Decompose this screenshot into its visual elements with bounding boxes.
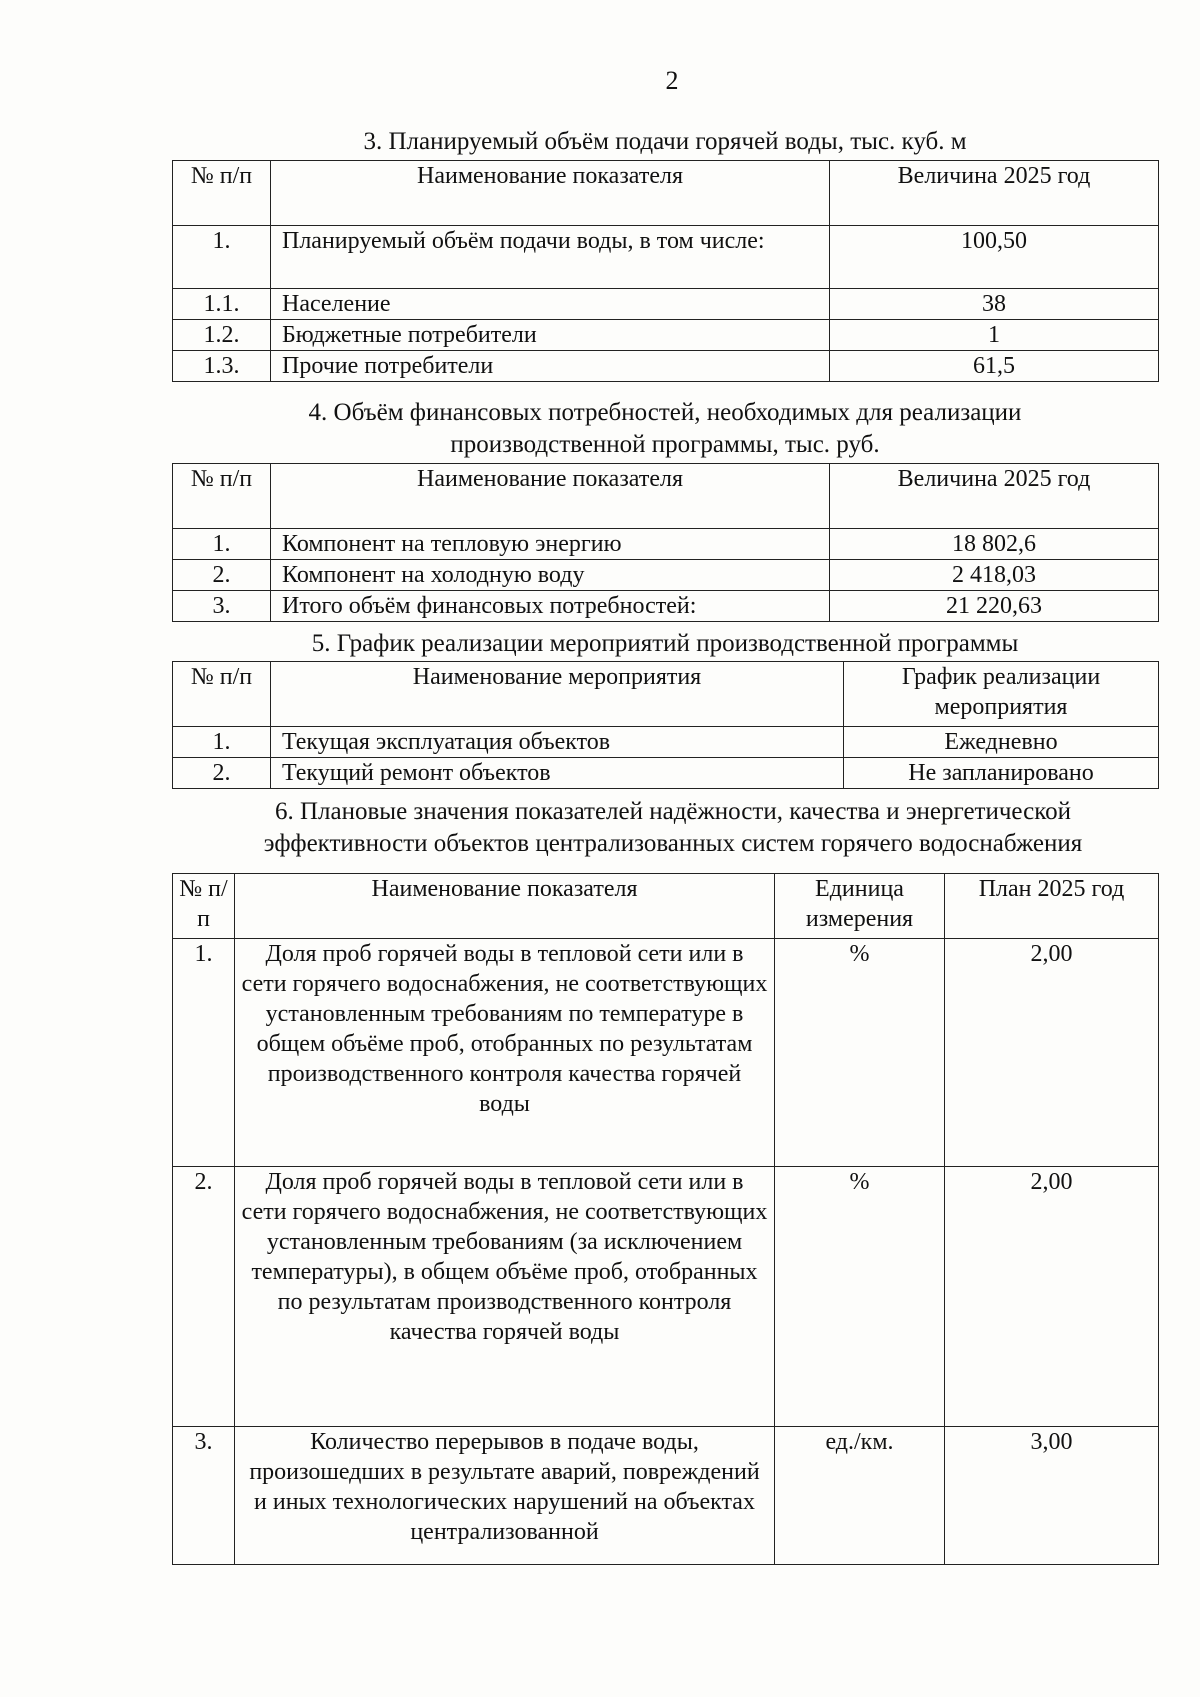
row-number: 2. [173, 1167, 235, 1427]
table-row [173, 560, 1159, 591]
table-row [173, 727, 1159, 758]
row-name: Текущий ремонт объектов [271, 758, 844, 789]
row-unit: % [775, 1167, 945, 1427]
table-row [173, 591, 1159, 622]
header-schedule: График реализации мероприятия [844, 662, 1159, 727]
row-value: 61,5 [830, 351, 1159, 382]
row-number: 1. [173, 529, 271, 560]
header-number: № п/п [173, 662, 271, 727]
row-unit: ед./км. [775, 1427, 945, 1565]
row-name: Доля проб горячей воды в тепловой сети или в сети горячего водоснабжения, не соответствующих установленным требованиям по температуре в общем объёме проб, отобранных по результатам производственного контроля качества горячей воды [235, 939, 775, 1167]
row-name: Население [271, 289, 830, 320]
row-plan: 3,00 [945, 1427, 1159, 1565]
header-number: № п/п [173, 874, 235, 939]
row-name: Итого объём финансовых потребностей: [271, 591, 830, 622]
row-number: 1. [173, 727, 271, 758]
row-name: Компонент на холодную воду [271, 560, 830, 591]
row-value: 1 [830, 320, 1159, 351]
section4-table [172, 463, 1159, 622]
row-plan: 2,00 [945, 939, 1159, 1167]
row-value: 21 220,63 [830, 591, 1159, 622]
section4-title-line1: 4. Объём финансовых потребностей, необходимых для реализации [308, 399, 1022, 426]
row-number: 3. [173, 1427, 235, 1565]
table-row [173, 758, 1159, 789]
row-value: 2 418,03 [830, 560, 1159, 591]
row-number: 1. [173, 939, 235, 1167]
row-name: Прочие потребители [271, 351, 830, 382]
row-unit: % [775, 939, 945, 1167]
row-value: 18 802,6 [830, 529, 1159, 560]
table-header-row [173, 874, 1159, 939]
row-number: 3. [173, 591, 271, 622]
table-row [173, 320, 1159, 351]
section3-table [172, 160, 1159, 382]
row-name: Текущая эксплуатация объектов [271, 727, 844, 758]
row-number: 1.3. [173, 351, 271, 382]
table-row [173, 939, 1159, 1167]
header-name: Наименование показателя [271, 464, 830, 529]
table-row [173, 1427, 1159, 1565]
row-name: Количество перерывов в подаче воды, произошедших в результате аварий, повреждений и иных технологических нарушений на объектах централизованной [235, 1427, 775, 1565]
table-header-row [173, 161, 1159, 226]
section6-title-line1: 6. Плановые значения показателей надёжности, качества и энергетической [274, 798, 1072, 825]
page-number: 2 [665, 66, 679, 95]
header-value: Величина 2025 год [830, 464, 1159, 529]
row-schedule: Не запланировано [844, 758, 1159, 789]
row-name: Доля проб горячей воды в тепловой сети или в сети горячего водоснабжения, не соответствующих установленным требованиям (за исключением температуры), в общем объёме проб, отобранных по результатам производственного контроля качества горячей воды [235, 1167, 775, 1427]
row-value: 38 [830, 289, 1159, 320]
header-number: № п/п [173, 161, 271, 226]
header-name: Наименование мероприятия [271, 662, 844, 727]
header-value: Величина 2025 год [830, 161, 1159, 226]
header-plan: План 2025 год [945, 874, 1159, 939]
header-name: Наименование показателя [235, 874, 775, 939]
table-header-row [173, 662, 1159, 727]
row-schedule: Ежедневно [844, 727, 1159, 758]
table-row [173, 1167, 1159, 1427]
row-number: 1.1. [173, 289, 271, 320]
table-row [173, 351, 1159, 382]
section3-title: 3. Планируемый объём подачи горячей воды, тыс. куб. м [363, 128, 967, 155]
row-number: 1. [173, 226, 271, 289]
row-number: 1.2. [173, 320, 271, 351]
section5-table [172, 661, 1159, 789]
row-number: 2. [173, 758, 271, 789]
table-row [173, 529, 1159, 560]
header-number: № п/п [173, 464, 271, 529]
table-row [173, 226, 1159, 289]
row-number: 2. [173, 560, 271, 591]
section4-title-line2: производственной программы, тыс. руб. [450, 431, 880, 458]
section5-title: 5. График реализации мероприятий производственной программы [311, 630, 1019, 657]
header-name: Наименование показателя [271, 161, 830, 226]
row-plan: 2,00 [945, 1167, 1159, 1427]
row-name: Компонент на тепловую энергию [271, 529, 830, 560]
header-unit: Единица измерения [775, 874, 945, 939]
row-name: Планируемый объём подачи воды, в том числе: [271, 226, 830, 289]
section6-table [172, 873, 1159, 1565]
row-name: Бюджетные потребители [271, 320, 830, 351]
table-header-row [173, 464, 1159, 529]
table-row [173, 289, 1159, 320]
row-value: 100,50 [830, 226, 1159, 289]
section6-title-line2: эффективности объектов централизованных систем горячего водоснабжения [263, 830, 1083, 857]
